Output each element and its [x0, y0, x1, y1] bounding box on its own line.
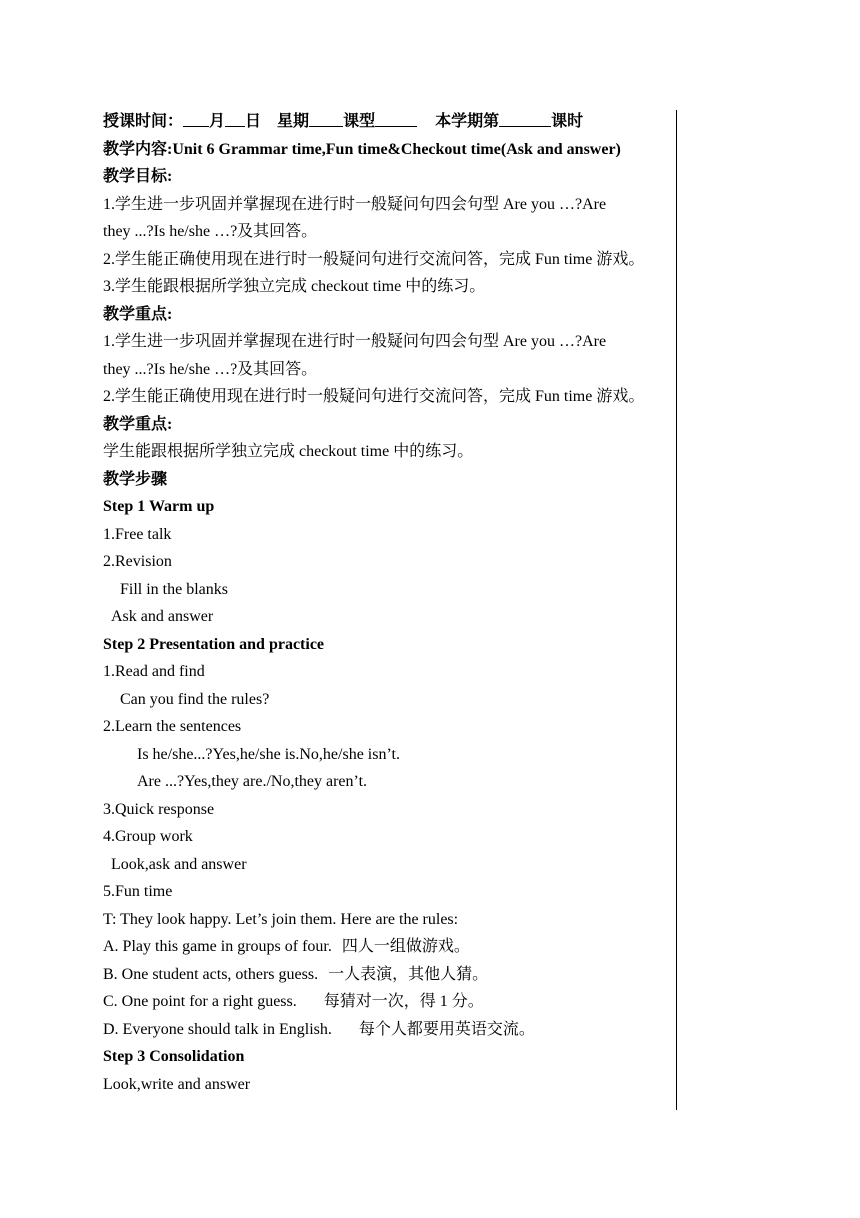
rule-line	[103, 988, 683, 1016]
rule-line	[103, 961, 683, 989]
key-point-2-line: 学生能跟根据所学独立完成 checkout time 中的练习。	[103, 443, 474, 460]
key-point-line: they ...?Is he/she …?及其回答。	[103, 360, 318, 378]
header-month: 月	[209, 113, 226, 130]
step3-line: Look,write and answer	[103, 1075, 251, 1093]
key-point-line: 1.学生进一步巩固并掌握现在进行时一般疑问句四会句型 Are you …?Are	[103, 333, 607, 350]
key-point-line: 2.学生能正确使用现在进行时一般疑问句进行交流问答，完成 Fun time 游戏。	[103, 388, 645, 405]
step2-line: Can you find the rules?	[120, 690, 270, 708]
key-points-heading: 教学重点:	[103, 305, 173, 323]
weekday-blank	[309, 109, 343, 127]
day-blank	[225, 109, 245, 127]
objective-line: 3.学生能跟根据所学独立完成 checkout time 中的练习。	[103, 278, 486, 295]
rule-line	[103, 1016, 683, 1044]
step2-line: Look,ask and answer	[111, 855, 247, 873]
objective-line: they ...?Is he/she …?及其回答。	[103, 223, 318, 240]
lesson-plan-content	[103, 108, 683, 1098]
rule-zh: 四人一组做游戏。	[341, 938, 470, 955]
term-lesson-blank	[499, 109, 551, 127]
objective-line: 1.学生进一步巩固并掌握现在进行时一般疑问句四会句型 Are you …?Are	[103, 195, 607, 213]
step1-line: Fill in the blanks	[120, 580, 228, 598]
step1-line: 2.Revision	[103, 553, 172, 570]
header-day: 日	[245, 113, 262, 130]
step2-line: 1.Read and find	[103, 663, 205, 680]
rule-line	[103, 933, 683, 961]
header-label: 授课时间：	[103, 113, 184, 130]
header-lesson-type: 课型	[343, 113, 376, 130]
rule-en: A. Play this game in groups of four.	[103, 938, 332, 955]
steps-heading: 教学步骤	[103, 470, 168, 488]
step2-line: Is he/she...?Yes,he/she is.No,he/she isn’t.	[137, 745, 400, 763]
step3-heading: Step 3 Consolidation	[103, 1048, 245, 1065]
header-term-lesson: 本学期第	[435, 113, 500, 130]
objectives-heading: 教学目标:	[103, 168, 173, 185]
rule-en: B. One student acts, others guess.	[103, 965, 319, 983]
header-weekday: 星期	[277, 113, 310, 130]
rule-zh: 一人表演，其他人猜。	[328, 965, 489, 983]
step2-heading: Step 2 Presentation and practice	[103, 635, 325, 653]
header-period: 课时	[551, 113, 584, 130]
lesson-type-blank	[375, 109, 417, 127]
step2-line: 5.Fun time	[103, 883, 173, 900]
rule-zh: 每个人都要用英语交流。	[358, 1020, 535, 1038]
step2-line: 2.Learn the sentences	[103, 718, 242, 735]
rule-en: C. One point for a right guess.	[103, 993, 297, 1010]
step1-line: Ask and answer	[111, 608, 214, 625]
step2-line: T: They look happy. Let’s join them. Here are the rules:	[103, 910, 459, 928]
key-points-2-heading: 教学重点:	[103, 415, 173, 433]
rule-zh: 每猜对一次，得 1 分。	[323, 993, 484, 1010]
objective-line: 2.学生能正确使用现在进行时一般疑问句进行交流问答，完成 Fun time 游戏。	[103, 250, 645, 268]
month-blank	[183, 109, 209, 127]
content-title: 教学内容:Unit 6 Grammar time,Fun time&Checkout time(Ask and answer)	[103, 140, 621, 158]
rule-en: D. Everyone should talk in English.	[103, 1020, 332, 1038]
step2-line: 3.Quick response	[103, 800, 215, 818]
step2-line: 4.Group work	[103, 828, 193, 845]
step1-line: 1.Free talk	[103, 525, 172, 543]
step2-line: Are ...?Yes,they are./No,they aren’t.	[137, 773, 368, 790]
step1-heading: Step 1 Warm up	[103, 498, 215, 515]
header-line	[103, 108, 683, 136]
